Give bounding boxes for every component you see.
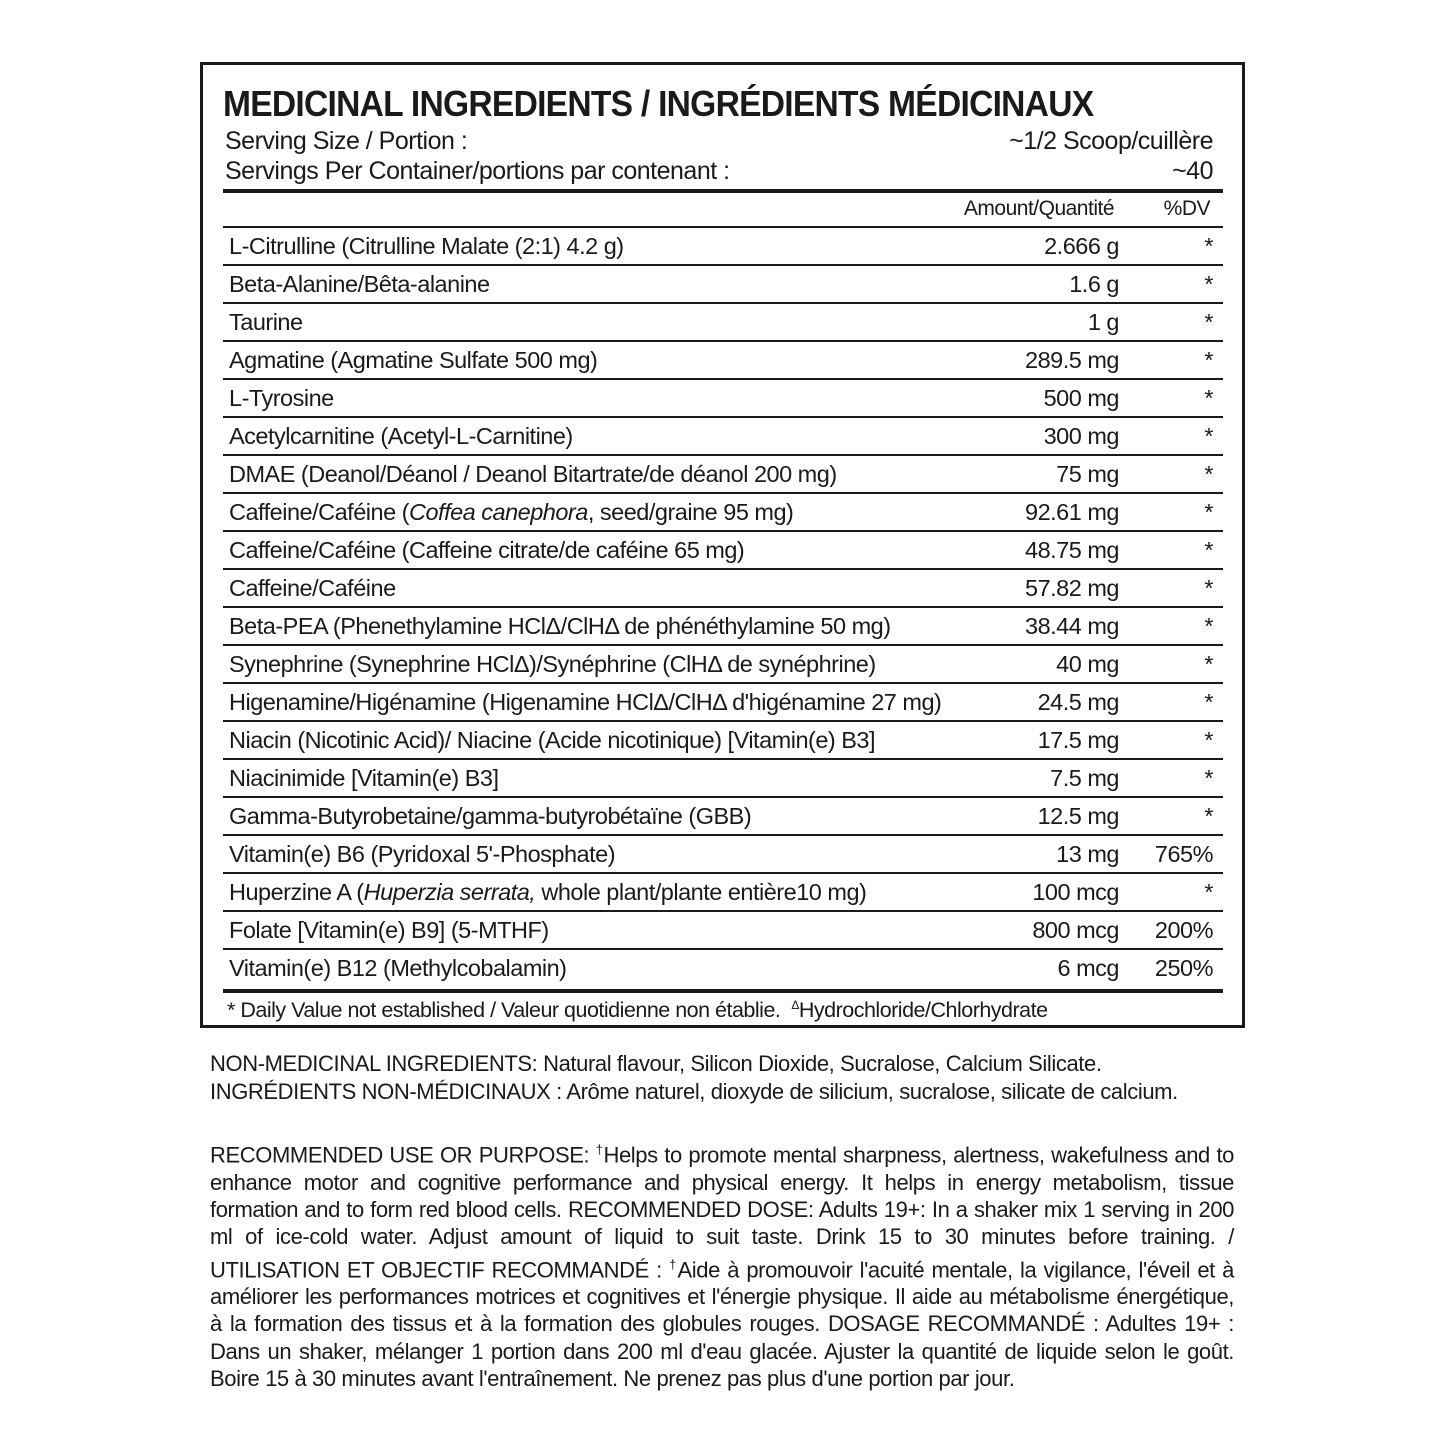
- ingredient-amount: 17.5 mg: [1037, 727, 1119, 753]
- dose-text-en: : Adults 19+: In a shaker mix 1 serving in 200 ml of ice-cold water. Adjust amount of liquid to suit taste. Drink 15 to 30 minutes before training. /: [210, 1196, 1235, 1250]
- serving-size-value: ~1/2 Scoop/cuillère: [1009, 127, 1213, 155]
- ingredient-dv: 200%: [1154, 917, 1213, 943]
- ingredient-amount: 6 mcg: [1057, 955, 1119, 981]
- ingredient-name-latin: Coffea canephora: [409, 499, 588, 525]
- servings-per-value: ~40: [1172, 157, 1213, 185]
- ingredient-table: [223, 228, 1223, 986]
- ingredient-dv: *: [1204, 803, 1213, 829]
- ingredient-name: Niacinimide [Vitamin(e) B3]: [229, 765, 499, 791]
- ingredient-dv: *: [1204, 879, 1213, 905]
- ingredient-name: [229, 879, 866, 906]
- ingredient-dv: *: [1204, 575, 1213, 601]
- table-row: [223, 228, 1223, 266]
- ingredient-amount: 38.44 mg: [1025, 613, 1119, 639]
- ingredient-amount: 13 mg: [1056, 841, 1119, 867]
- ingredient-name: Vitamin(e) B6 (Pyridoxal 5'-Phosphate): [229, 841, 616, 867]
- ingredient-dv: *: [1204, 461, 1213, 487]
- ingredient-dv: *: [1204, 423, 1213, 449]
- ingredient-dv: *: [1204, 271, 1213, 297]
- ingredient-dv: *: [1204, 613, 1213, 639]
- ingredient-name: Caffeine/Caféine (Caffeine citrate/de caféine 65 mg): [229, 537, 745, 563]
- table-row: [223, 266, 1223, 304]
- ingredient-amount: 12.5 mg: [1037, 803, 1119, 829]
- ingredient-amount: 100 mcg: [1032, 879, 1119, 905]
- ingredient-name: Beta-Alanine/Bêta-alanine: [229, 271, 490, 297]
- ingredient-amount: 500 mg: [1043, 385, 1119, 411]
- ingredient-name-pre: Huperzine A (: [229, 879, 364, 905]
- ingredient-dv: *: [1204, 233, 1213, 259]
- ingredient-name: Beta-PEA (Phenethylamine HClΔ/ClHΔ de phénéthylamine 50 mg): [229, 613, 891, 639]
- ingredient-name: Caffeine/Caféine: [229, 575, 396, 601]
- ingredient-amount: 300 mg: [1043, 423, 1119, 449]
- non-medicinal-fr-label: INGRÉDIENTS NON-MÉDICINAUX :: [210, 1079, 562, 1104]
- ingredient-amount: 289.5 mg: [1025, 347, 1119, 373]
- dose-label-en: RECOMMENDED DOSE: [567, 1196, 808, 1222]
- ingredient-amount: 1 g: [1087, 309, 1119, 335]
- use-text-en: Helps to promote mental sharpness, alertness, wakefulness and to enhance motor and cognitive performance and physical energy. It helps in energy metabolism, tissue formation and to form red blood cells.: [210, 1142, 1234, 1222]
- non-medicinal-fr: [210, 1078, 1235, 1106]
- ingredient-amount: 7.5 mg: [1050, 765, 1119, 791]
- use-label-en: RECOMMENDED USE OR PURPOSE:: [210, 1142, 590, 1168]
- non-medicinal-en-text: Natural flavour, Silicon Dioxide, Sucralose, Calcium Silicate.: [537, 1051, 1102, 1076]
- ingredient-name: Synephrine (Synephrine HClΔ)/Synéphrine (ClHΔ de synéphrine): [229, 651, 876, 677]
- table-row: [223, 456, 1223, 494]
- ingredient-name: DMAE (Deanol/Déanol / Deanol Bitartrate/de déanol 200 mg): [229, 461, 837, 487]
- non-medicinal-fr-text: Arôme naturel, dioxyde de silicium, sucralose, silicate de calcium.: [561, 1079, 1178, 1104]
- ingredient-name: L-Tyrosine: [229, 385, 334, 411]
- ingredient-name-pre: Caffeine/Caféine (: [229, 499, 409, 525]
- dose-text-fr: : Adultes 19+ : Dans un shaker, mélanger 1 portion dans 200 ml d'eau glacée. Ajuster la quantité de liquide selon le goût. Boire 15 à 30 minutes avant l'entraînement. Ne prenez pas plus d'une portion par jour.: [210, 1311, 1234, 1392]
- ingredient-name: Niacin (Nicotinic Acid)/ Niacine (Acide nicotinique) [Vitamin(e) B3]: [229, 727, 876, 753]
- table-row: [223, 798, 1223, 836]
- ingredient-name: Higenamine/Higénamine (Higenamine HClΔ/ClHΔ d'higénamine 27 mg): [229, 689, 942, 715]
- non-medicinal-ingredients: [210, 1050, 1235, 1106]
- footer-divider: [223, 989, 1223, 993]
- ingredient-name: [229, 499, 793, 526]
- serving-size: [225, 127, 1213, 156]
- table-row: [223, 646, 1223, 684]
- table-row: [223, 342, 1223, 380]
- ingredient-amount: 24.5 mg: [1037, 689, 1119, 715]
- table-row: [223, 608, 1223, 646]
- ingredient-dv: *: [1204, 347, 1213, 373]
- ingredient-name-post: , seed/graine 95 mg): [587, 499, 794, 525]
- ingredient-name: Taurine: [229, 309, 303, 335]
- delta-mark: Δ: [791, 998, 799, 1012]
- footnote-hydrochloride: Hydrochloride/Chlorhydrate: [798, 998, 1048, 1023]
- ingredient-name: Gamma-Butyrobetaine/gamma-butyrobétaïne (GBB): [229, 803, 752, 829]
- table-row: [223, 684, 1223, 722]
- ingredient-amount: 1.6 g: [1069, 271, 1119, 297]
- ingredient-dv: *: [1204, 499, 1213, 525]
- table-row: [223, 912, 1223, 950]
- panel-title: MEDICINAL INGREDIENTS / INGRÉDIENTS MÉDICINAUX: [223, 83, 1094, 124]
- non-medicinal-en: [210, 1050, 1235, 1078]
- ingredient-name-latin: Huperzia serrata,: [363, 879, 536, 905]
- table-row: [223, 570, 1223, 608]
- ingredient-amount: 2.666 g: [1044, 233, 1119, 259]
- dagger-mark: †: [669, 1256, 678, 1272]
- table-row: [223, 760, 1223, 798]
- ingredient-dv: *: [1204, 385, 1213, 411]
- ingredient-name: Folate [Vitamin(e) B9] (5-MTHF): [229, 917, 549, 943]
- table-row: [223, 494, 1223, 532]
- ingredient-name-post: whole plant/plante entière10 mg): [535, 879, 867, 905]
- medicinal-ingredients-panel: [200, 62, 1245, 1028]
- servings-per-label: Servings Per Container/portions par contenant :: [225, 157, 730, 185]
- use-text-fr: Aide à promouvoir l'acuité mentale, la vigilance, l'éveil et à améliorer les performances motrices et cognitives et l'énergie physique. Il aide au métabolisme énergétique, à la formation des tissus et à la formation des globules rouges.: [210, 1256, 1234, 1337]
- ingredient-dv: *: [1204, 651, 1213, 677]
- table-row: [223, 950, 1223, 986]
- ingredient-amount: 48.75 mg: [1025, 537, 1119, 563]
- dagger-mark: †: [595, 1142, 604, 1157]
- ingredient-amount: 75 mg: [1056, 461, 1119, 487]
- ingredient-name: Vitamin(e) B12 (Methylcobalamin): [229, 955, 567, 981]
- use-label-fr: UTILISATION ET OBJECTIF RECOMMANDÉ :: [210, 1256, 662, 1282]
- dose-label-fr: DOSAGE RECOMMANDÉ: [827, 1311, 1086, 1337]
- table-row: [223, 874, 1223, 912]
- recommended-use-paragraph: [210, 1136, 1234, 1392]
- footnote: [227, 998, 1048, 1023]
- ingredient-name: Agmatine (Agmatine Sulfate 500 mg): [229, 347, 598, 373]
- footnote-dv: * Daily Value not established / Valeur quotidienne non établie.: [227, 998, 781, 1023]
- ingredient-dv: 765%: [1154, 841, 1213, 867]
- table-row: [223, 722, 1223, 760]
- column-header-dv: %DV: [1163, 197, 1210, 220]
- ingredient-dv: *: [1204, 727, 1213, 753]
- serving-size-label: Serving Size / Portion :: [225, 127, 468, 155]
- table-row: [223, 418, 1223, 456]
- table-row: [223, 304, 1223, 342]
- table-row: [223, 836, 1223, 874]
- ingredient-dv: *: [1204, 765, 1213, 791]
- table-row: [223, 380, 1223, 418]
- ingredient-amount: 92.61 mg: [1025, 499, 1119, 525]
- ingredient-name: Acetylcarnitine (Acetyl-L-Carnitine): [229, 423, 573, 449]
- non-medicinal-en-label: NON-MEDICINAL INGREDIENTS:: [210, 1051, 538, 1076]
- column-header-amount: Amount/Quantité: [963, 197, 1114, 220]
- ingredient-name: L-Citrulline (Citrulline Malate (2:1) 4.2 g): [229, 233, 624, 259]
- ingredient-dv: 250%: [1154, 955, 1213, 981]
- ingredient-amount: 800 mcg: [1032, 917, 1119, 943]
- ingredient-amount: 57.82 mg: [1025, 575, 1119, 601]
- ingredient-dv: *: [1204, 309, 1213, 335]
- table-row: [223, 532, 1223, 570]
- header-divider: [223, 189, 1223, 193]
- ingredient-dv: *: [1204, 537, 1213, 563]
- ingredient-dv: *: [1204, 689, 1213, 715]
- servings-per-container: [225, 157, 1213, 186]
- ingredient-amount: 40 mg: [1056, 651, 1119, 677]
